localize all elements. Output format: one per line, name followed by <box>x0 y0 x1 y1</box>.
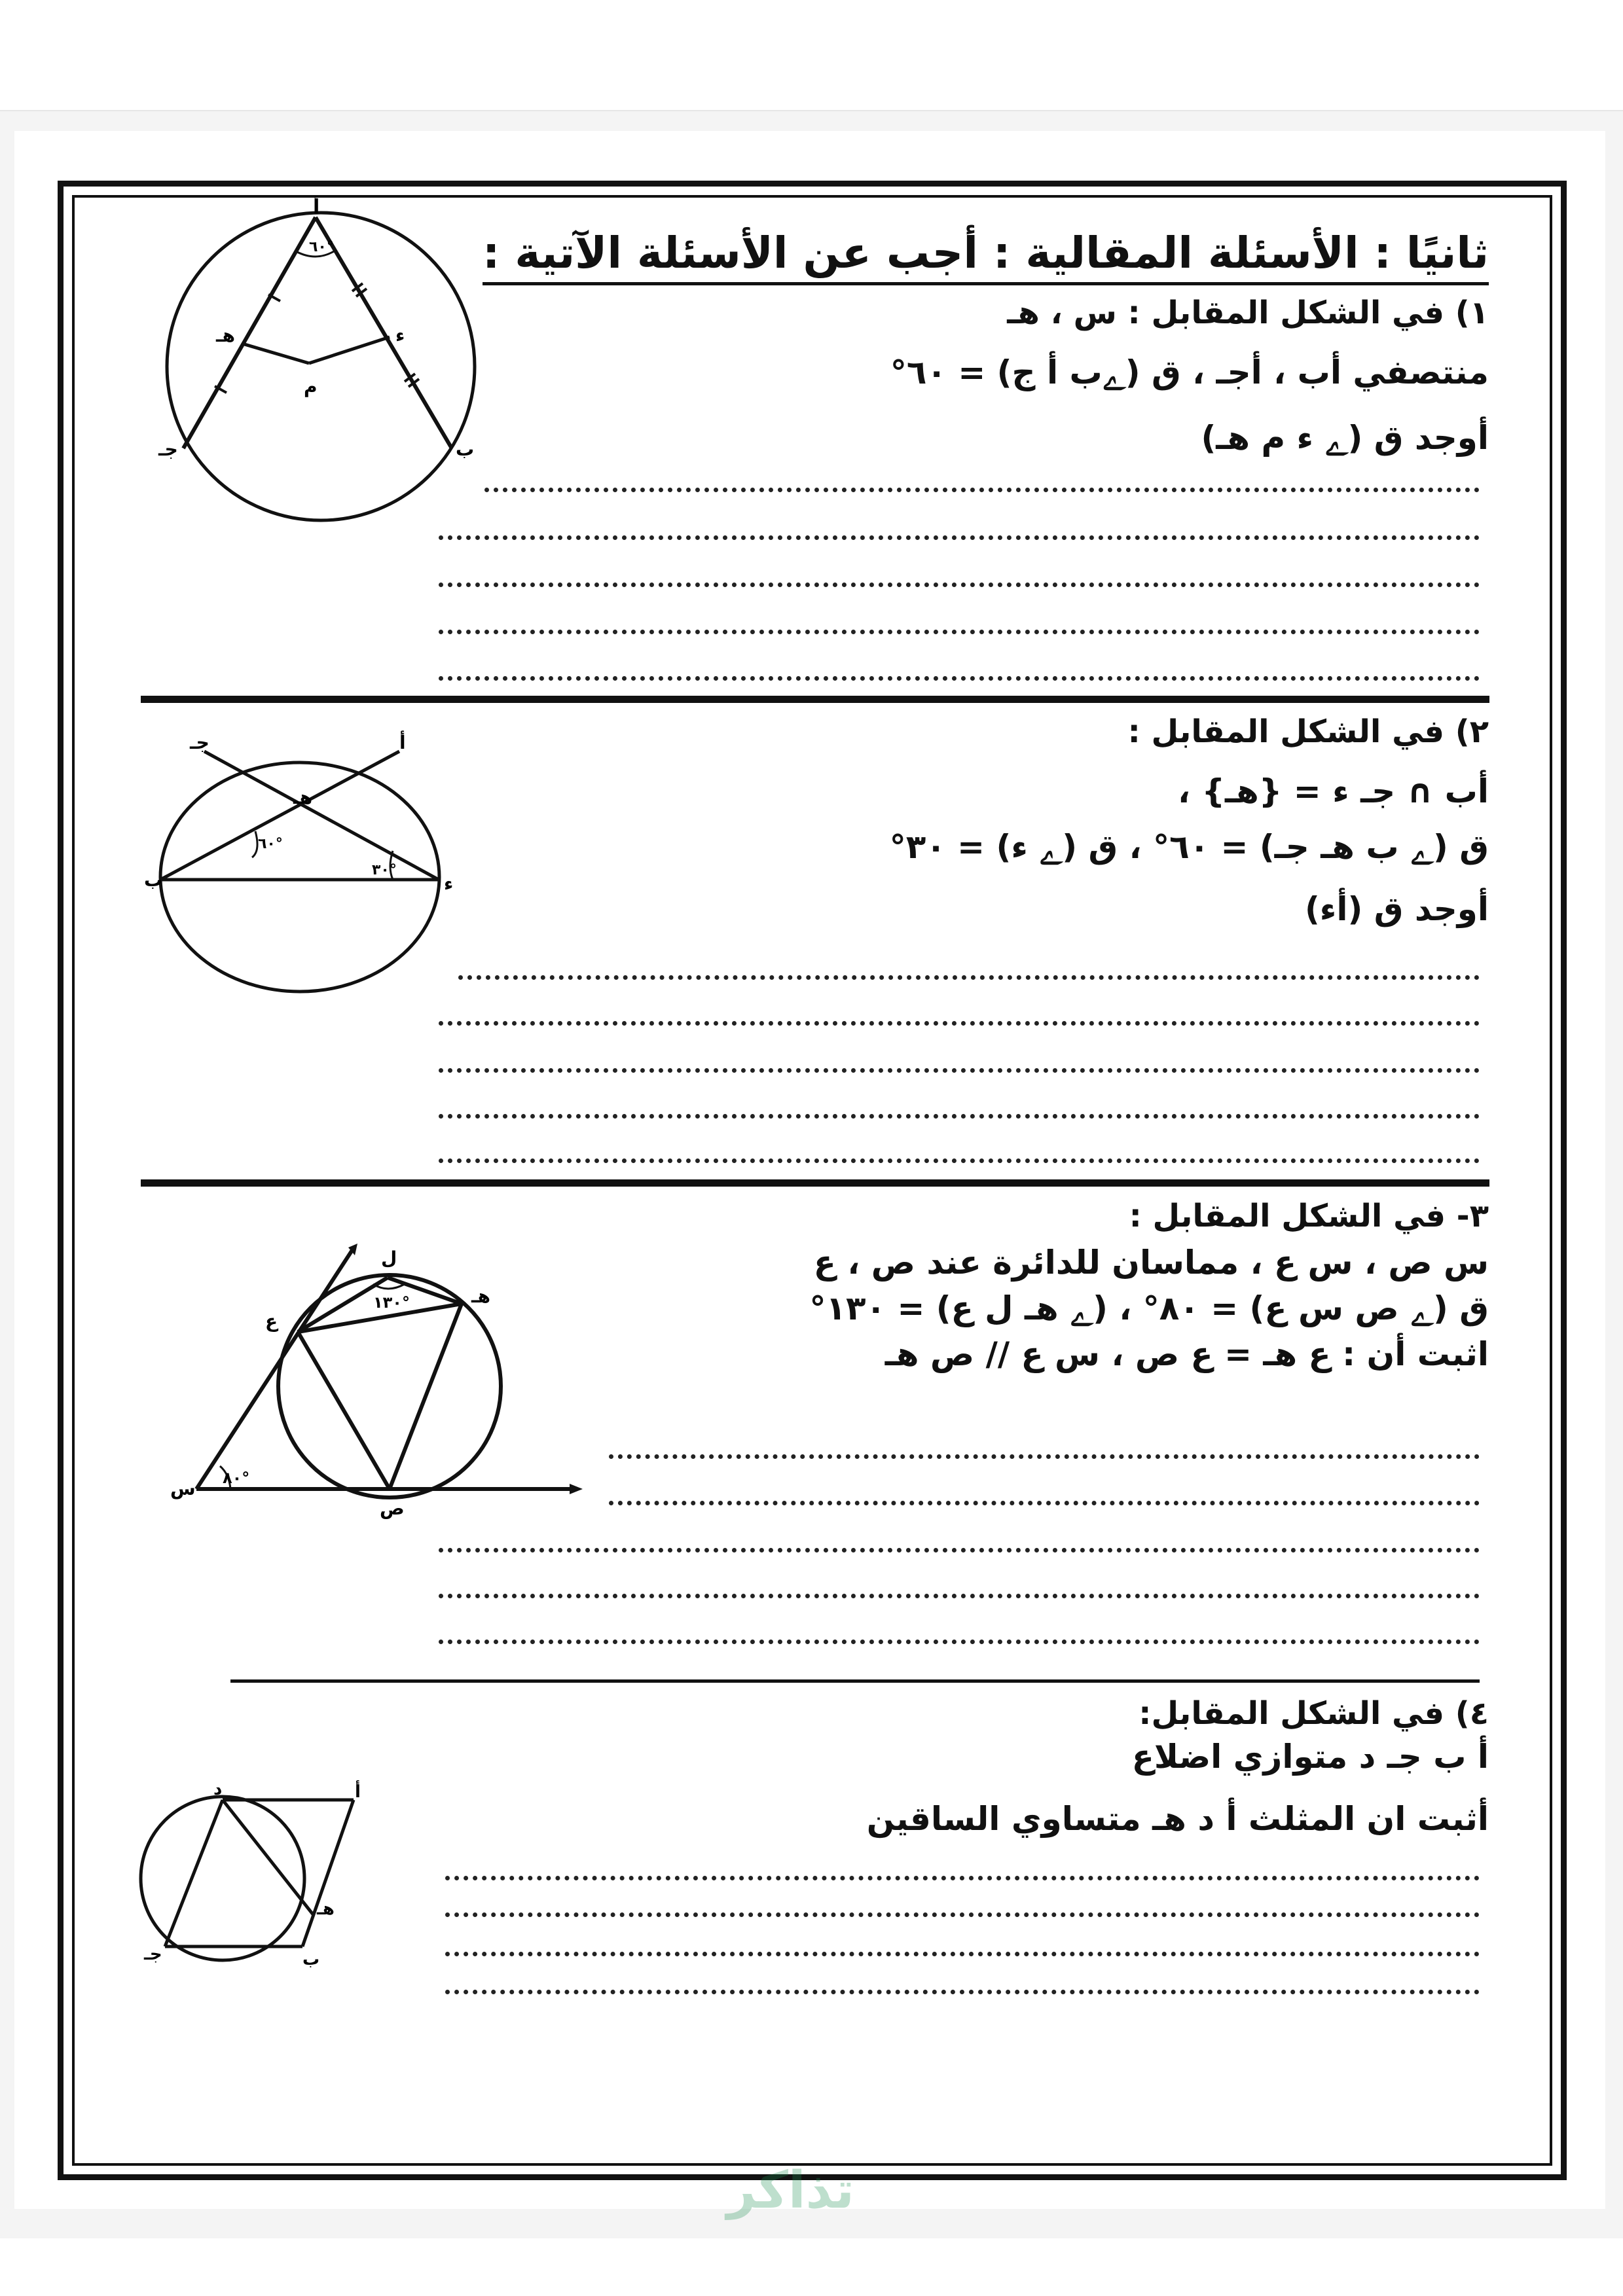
q3-label-s: س <box>170 1478 196 1499</box>
q2-label-a: أ <box>399 732 406 753</box>
q1-find: أوجد ق (ﮮ ء م هـ) <box>1201 419 1489 457</box>
q2-title: ٢) في الشكل المقابل : <box>1127 713 1489 750</box>
answer-line[interactable] <box>439 1594 1480 1598</box>
q4-circle <box>141 1797 304 1960</box>
q3-label-sad: ص <box>380 1498 405 1519</box>
q3-title: ٣- في الشكل المقابل : <box>1129 1198 1489 1234</box>
q3-label-ain: ع <box>265 1310 278 1332</box>
answer-line[interactable] <box>445 1990 1480 1994</box>
answer-line[interactable] <box>458 975 1480 980</box>
q2-given-1: أب ∩ جـ ء = {هـ} ، <box>1178 772 1489 810</box>
q3-figure <box>157 1230 589 1532</box>
q1-circle <box>167 213 475 520</box>
answer-line[interactable] <box>445 1912 1480 1917</box>
q2-angle2-label: ٣٠° <box>372 862 397 878</box>
q4-label-a: أ <box>355 1782 361 1802</box>
answer-line[interactable] <box>439 676 1480 681</box>
q1-label-b: ب <box>456 439 475 460</box>
q2-label-b: ب <box>144 869 163 891</box>
answer-line[interactable] <box>445 1952 1480 1956</box>
answer-line[interactable] <box>439 1114 1480 1119</box>
section-divider <box>141 696 1489 703</box>
q4-label-b: ب <box>302 1950 320 1969</box>
answer-line[interactable] <box>439 630 1480 634</box>
q3-prove: اثبت أن : ع هـ = ع ص ، س ع // ص هـ <box>884 1335 1489 1373</box>
answer-line[interactable] <box>445 1876 1480 1880</box>
section-heading: ثانيًا : الأسئلة المقالية : أجب عن الأسئلة الآتية : <box>483 228 1489 285</box>
q1-label-d: ء <box>395 325 405 346</box>
section-divider <box>141 1179 1489 1187</box>
q4-title: ٤) في الشكل المقابل: <box>1139 1695 1489 1732</box>
q2-label-h: هـ <box>293 787 312 808</box>
section-divider <box>230 1679 1480 1683</box>
answer-line[interactable] <box>439 1158 1480 1163</box>
q4-prove: أثبت ان المثلث أ د هـ متساوي الساقين <box>866 1800 1489 1838</box>
q1-title: ١) في الشكل المقابل : س ، هـ <box>1007 295 1489 331</box>
q1-angle-label: ٦٠° <box>309 239 334 255</box>
answer-line[interactable] <box>439 1548 1480 1552</box>
answer-line[interactable] <box>484 488 1480 492</box>
top-bar <box>0 0 1623 111</box>
answer-line[interactable] <box>609 1454 1480 1459</box>
q1-given: منتصفي أب ، أجـ ، ق (ﮮب أ ج) = ٦٠° <box>890 353 1489 391</box>
answer-line[interactable] <box>439 1021 1480 1026</box>
q2-given-2: ق (ﮮ ب هـ جـ) = ٦٠° ، ق (ﮮ ء) = ٣٠° <box>889 828 1489 866</box>
q1-label-j: جـ <box>158 439 178 460</box>
q2-find: أوجد ق (أء) <box>1304 890 1489 928</box>
q2-figure <box>144 720 471 995</box>
answer-line[interactable] <box>439 535 1480 540</box>
watermark-text: تذاكر <box>727 2161 854 2220</box>
watermark-logo <box>727 2161 936 2220</box>
q4-label-h: هـ <box>317 1899 335 1919</box>
q1-label-m: م <box>304 376 318 397</box>
answer-line[interactable] <box>439 583 1480 587</box>
answer-line[interactable] <box>439 1640 1480 1644</box>
q3-label-h: هـ <box>471 1285 490 1307</box>
q2-angle1-label: ٦٠° <box>258 836 283 852</box>
q3-given-2: ق (ﮮ ص س ع) = ٨٠° ، (ﮮ هـ ل ع) = ١٣٠° <box>809 1289 1489 1327</box>
q2-label-j: جـ <box>190 732 210 753</box>
q3-label-l: ل <box>381 1247 397 1269</box>
q4-label-d: د <box>213 1780 223 1799</box>
q1-label-h: هـ <box>216 325 235 346</box>
answer-line[interactable] <box>439 1068 1480 1073</box>
q1-figure <box>144 196 484 537</box>
q4-label-j: جـ <box>144 1945 162 1964</box>
q2-label-d: ء <box>444 873 454 895</box>
q3-angle1-label: ١٣٠° <box>373 1293 410 1312</box>
q3-given-1: س ص ، س ع ، مماسان للدائرة عند ص ، ع <box>813 1244 1489 1282</box>
q1-label-a: أ <box>313 196 320 219</box>
q3-angle2-label: ٨٠° <box>223 1469 250 1487</box>
answer-line[interactable] <box>609 1501 1480 1505</box>
q4-given: أ ب جـ د متوازي اضلاع <box>1131 1738 1489 1776</box>
q4-figure <box>131 1774 380 1970</box>
